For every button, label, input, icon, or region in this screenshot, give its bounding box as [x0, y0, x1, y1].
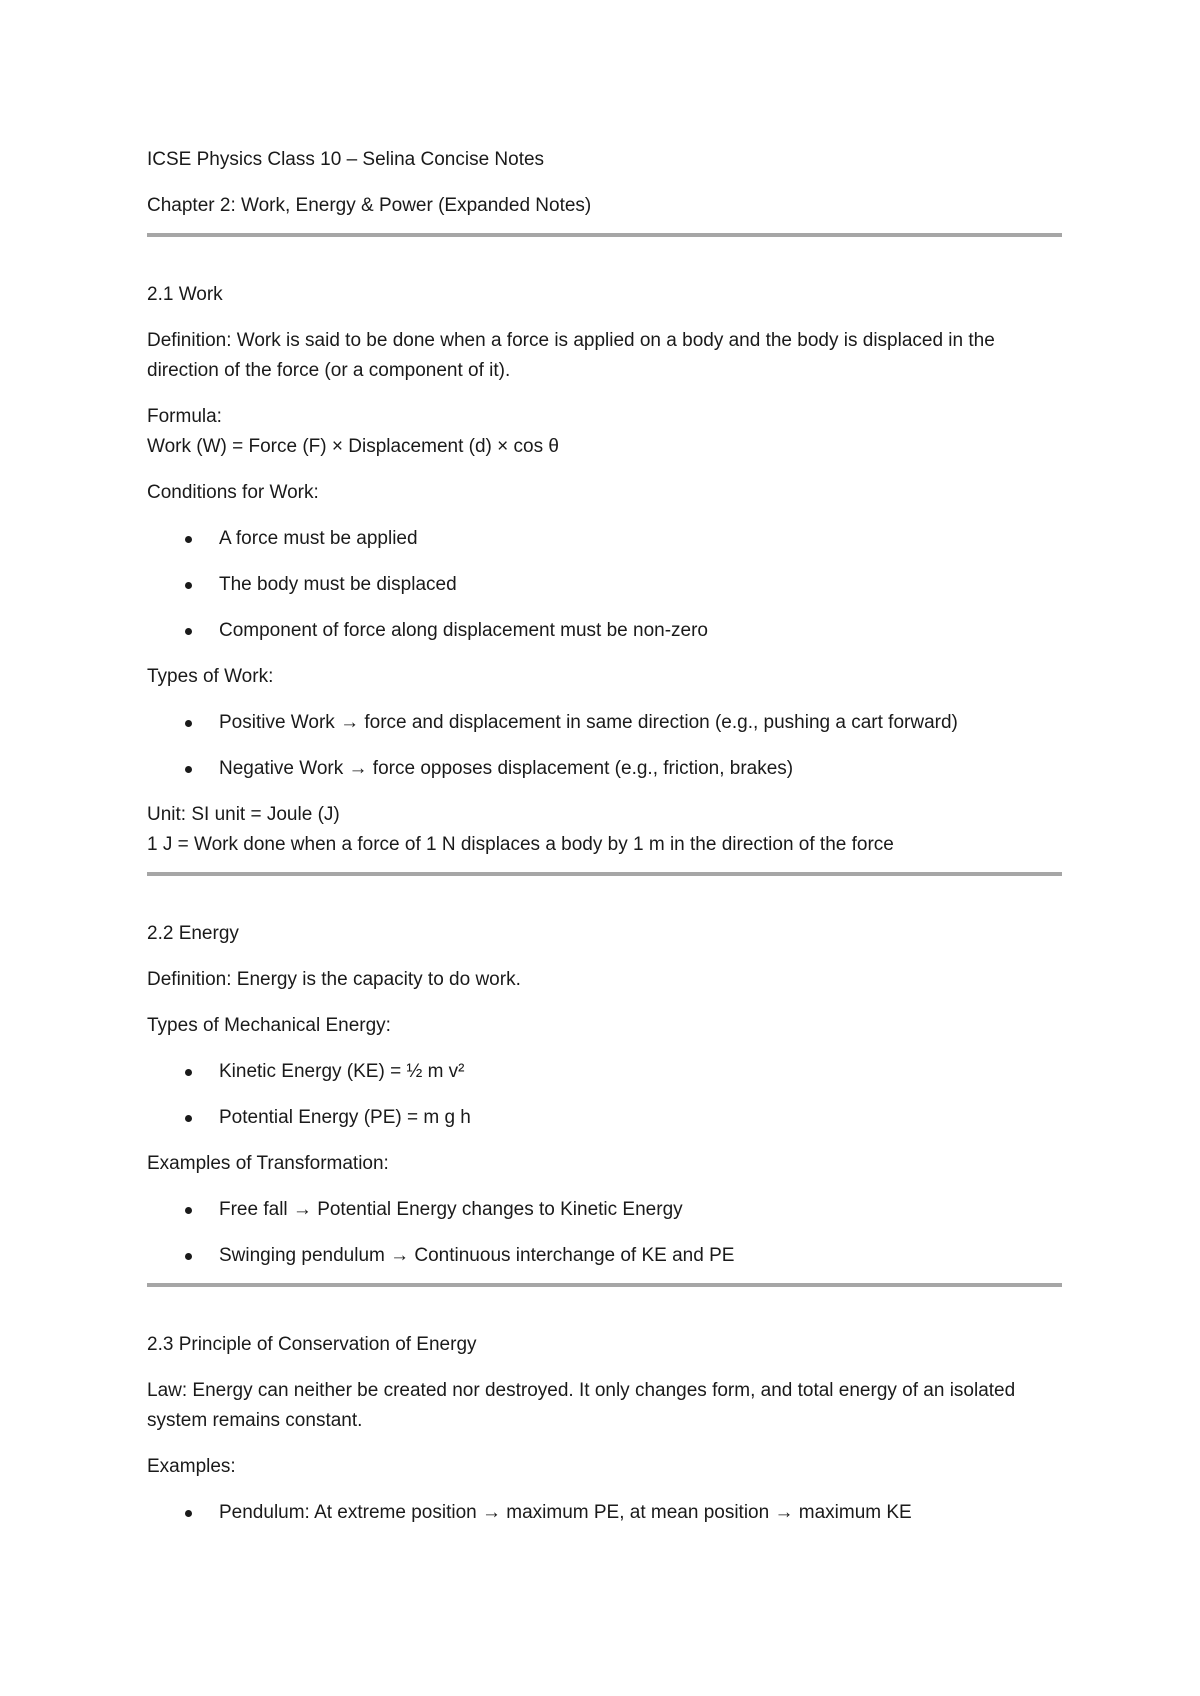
- bullet-icon: [185, 628, 192, 635]
- work-definition: Definition: Work is said to be done when a force is applied on a body and the body is displaced in the direction of the force (or a component of it).: [147, 330, 995, 381]
- bullet-icon: [185, 766, 192, 773]
- energy-definition: Definition: Energy is the capacity to do work.: [147, 969, 521, 990]
- bullet-icon: [185, 536, 192, 543]
- bullet-icon: [185, 720, 192, 727]
- formula-label: Formula:: [147, 406, 222, 427]
- conservation-law: Law: Energy can neither be created nor destroyed. It only changes form, and total energy of an isolated system remains constant.: [147, 1380, 1016, 1431]
- section-heading-conservation: 2.3 Principle of Conservation of Energy: [147, 1334, 477, 1355]
- bullet-icon: [185, 1069, 192, 1076]
- conservation-examples-list: [147, 1498, 1062, 1528]
- transformation-label: Examples of Transformation:: [147, 1153, 389, 1174]
- bullet-icon: [185, 1253, 192, 1260]
- work-unit: Unit: SI unit = Joule (J): [147, 804, 340, 825]
- chapter-title: Chapter 2: Work, Energy & Power (Expanded Notes): [147, 195, 592, 216]
- list-item: The body must be displaced: [147, 570, 1062, 600]
- bullet-icon: [185, 1115, 192, 1122]
- transformation-list: [147, 1195, 1062, 1271]
- list-item: Component of force along displacement must be non-zero: [147, 616, 1062, 646]
- list-item: Potential Energy (PE) = m g h: [147, 1103, 1062, 1133]
- work-types-list: [147, 708, 1062, 784]
- section-heading-work: 2.1 Work: [147, 284, 223, 305]
- list-item: Negative Work → force opposes displacement (e.g., friction, brakes): [147, 754, 1062, 784]
- bullet-icon: [185, 1510, 192, 1517]
- conditions-label: Conditions for Work:: [147, 482, 319, 503]
- document-title: ICSE Physics Class 10 – Selina Concise Notes: [147, 149, 545, 170]
- bullet-icon: [185, 1207, 192, 1214]
- conservation-examples-label: Examples:: [147, 1456, 236, 1477]
- list-item: Free fall → Potential Energy changes to Kinetic Energy: [147, 1195, 1062, 1225]
- work-types-label: Types of Work:: [147, 666, 274, 687]
- list-item: A force must be applied: [147, 524, 1062, 554]
- conditions-list: [147, 524, 1062, 646]
- section-divider: [147, 233, 1062, 237]
- section-heading-energy: 2.2 Energy: [147, 923, 239, 944]
- work-formula: Work (W) = Force (F) × Displacement (d) × cos θ: [147, 436, 559, 457]
- list-item: Pendulum: At extreme position → maximum PE, at mean position → maximum KE: [147, 1498, 1062, 1528]
- work-unit-definition: 1 J = Work done when a force of 1 N displaces a body by 1 m in the direction of the force: [147, 834, 894, 855]
- list-item: Kinetic Energy (KE) = ½ m v²: [147, 1057, 1062, 1087]
- bullet-icon: [185, 582, 192, 589]
- energy-types-label: Types of Mechanical Energy:: [147, 1015, 391, 1036]
- section-divider: [147, 1283, 1062, 1287]
- list-item: Swinging pendulum → Continuous interchange of KE and PE: [147, 1241, 1062, 1271]
- energy-types-list: [147, 1057, 1062, 1133]
- list-item: Positive Work → force and displacement in same direction (e.g., pushing a cart forward): [147, 708, 1062, 738]
- section-divider: [147, 872, 1062, 876]
- document-page: [147, 145, 1062, 1544]
